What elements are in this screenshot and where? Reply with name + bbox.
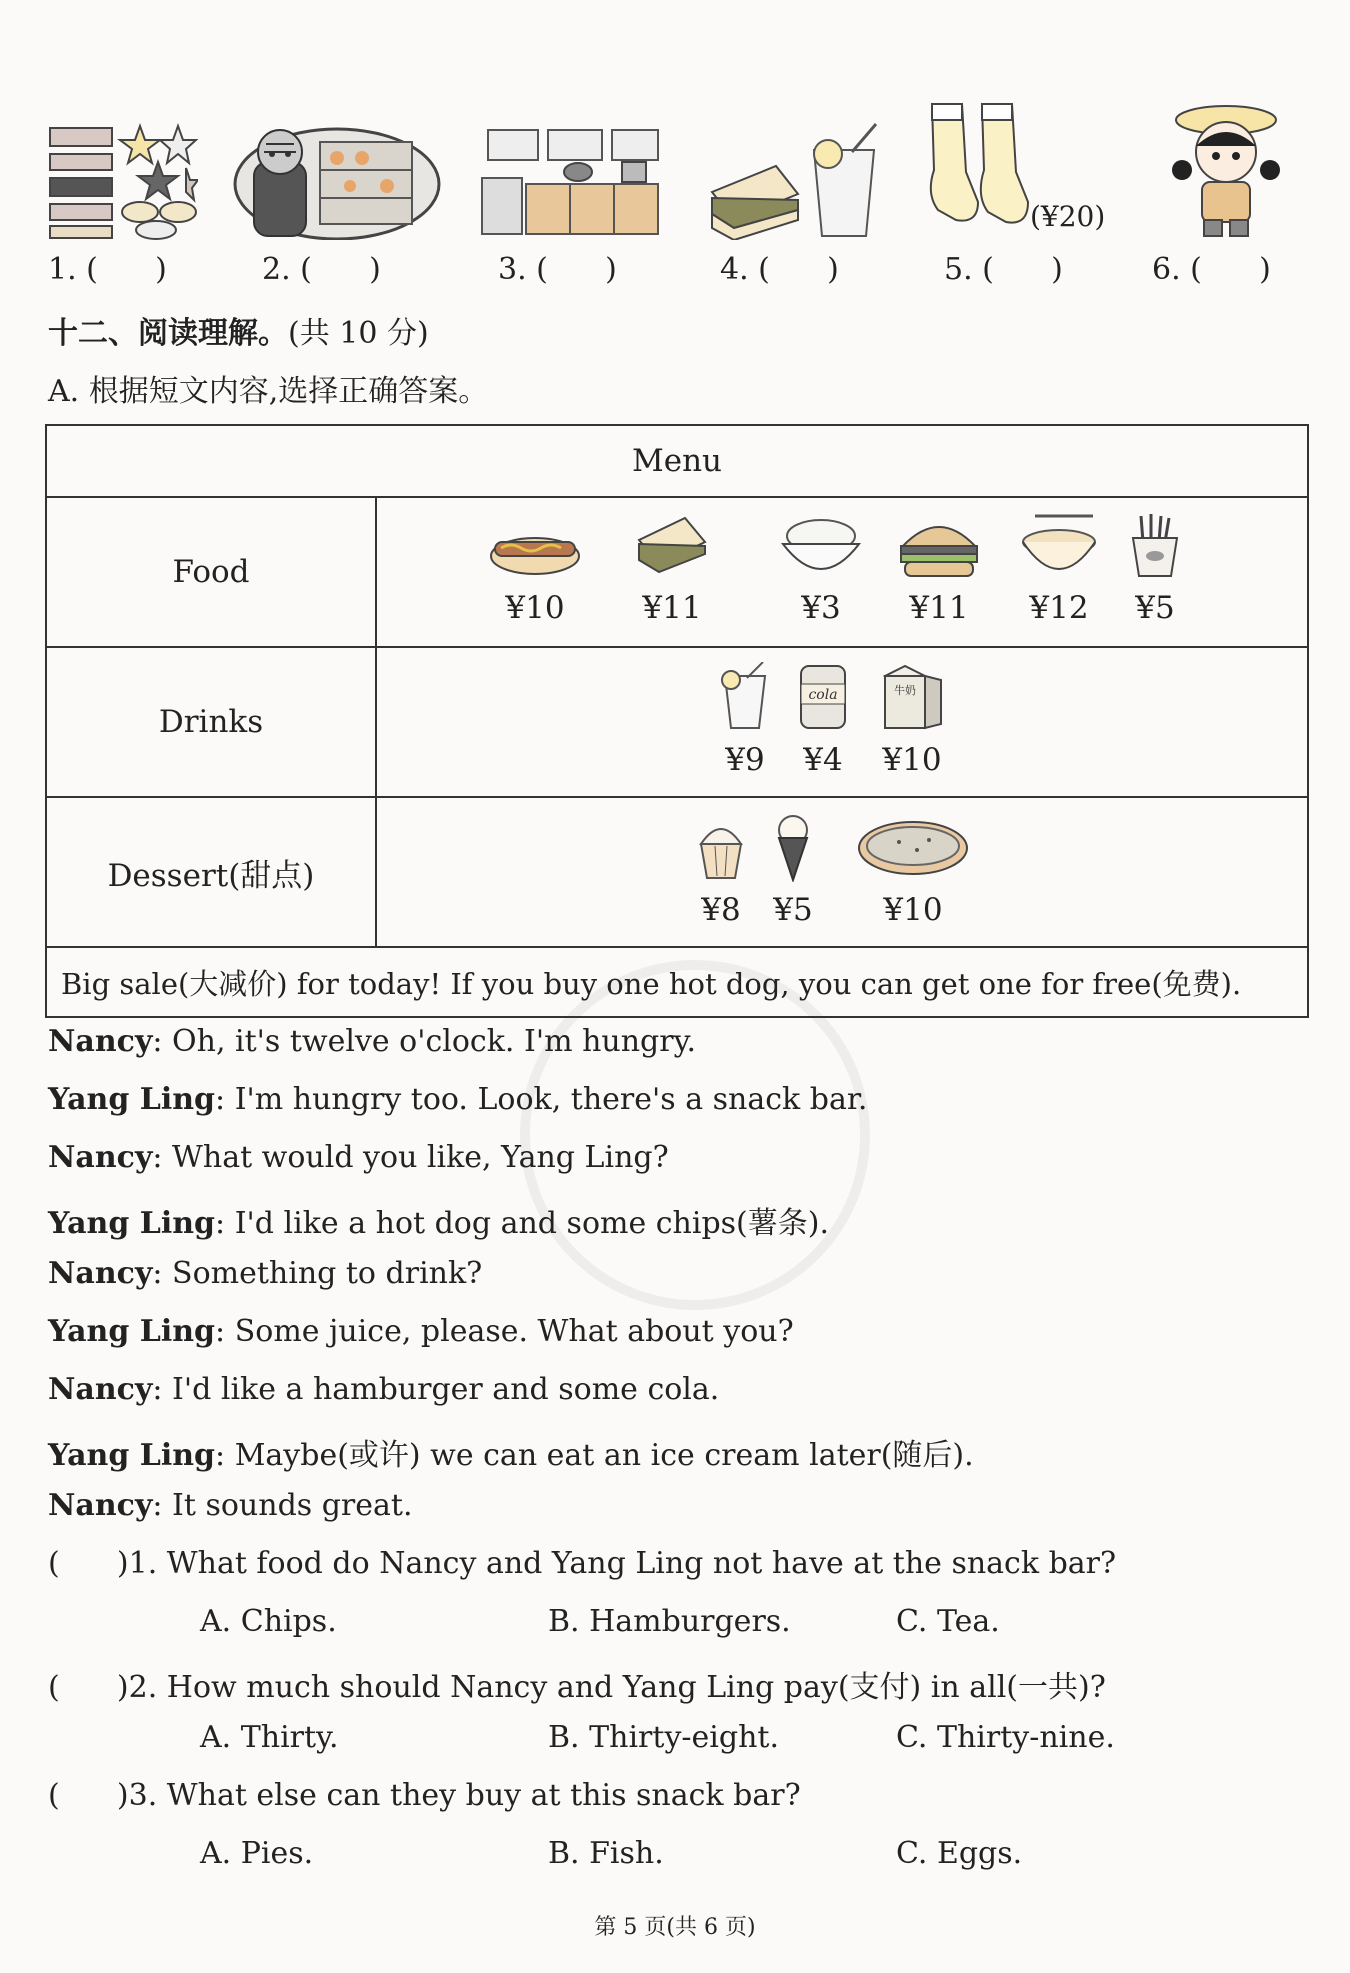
- menu-item-cupcake: ¥8: [693, 812, 749, 928]
- menu-item-pie: ¥10: [855, 816, 971, 928]
- sandwich-icon: [635, 512, 709, 580]
- dessert-items: [376, 797, 1308, 947]
- menu-item-chips: ¥5: [1125, 512, 1185, 626]
- girl-doll-icon: [1170, 96, 1282, 240]
- menu-title: Menu: [46, 425, 1308, 497]
- dialogue-line: Nancy: Something to drink?: [48, 1256, 483, 1291]
- cupcake-icon: [693, 812, 749, 882]
- noodles-icon: [1017, 512, 1101, 580]
- menu-table: [45, 424, 1309, 1018]
- dialogue-line: Nancy: It sounds great.: [48, 1488, 413, 1523]
- dialogue-line: Yang Ling: Some juice, please. What about you?: [48, 1314, 794, 1349]
- ice-cream-cone-icon: [769, 812, 817, 882]
- rice-bowl-icon: [779, 514, 863, 580]
- menu-sale-note: Big sale(大减价) for today! If you buy one hot dog, you can get one for free(免费).: [46, 947, 1308, 1017]
- q1-option-b[interactable]: B. Hamburgers.: [548, 1604, 791, 1639]
- dialogue-line: Nancy: Oh, it's twelve o'clock. I'm hungry.: [48, 1024, 697, 1059]
- part-a-instruction: A. 根据短文内容,选择正确答案。: [48, 374, 489, 409]
- menu-item-hot-dog: ¥10: [487, 520, 583, 626]
- picture-answer-1[interactable]: 1. ( ): [48, 252, 167, 287]
- milk-carton-icon: [879, 662, 945, 732]
- picture-answer-2[interactable]: 2. ( ): [262, 252, 381, 287]
- svg-text:牛奶: 牛奶: [894, 684, 916, 697]
- food-label: Food: [46, 497, 376, 647]
- sandwich-and-juice-icon: [706, 122, 892, 240]
- food-items: [376, 497, 1308, 647]
- hamburger-icon: [897, 514, 981, 580]
- socks-icon: [918, 98, 1044, 238]
- dialogue-line: Nancy: What would you like, Yang Ling?: [48, 1140, 669, 1175]
- dialogue-line: Nancy: I'd like a hamburger and some cola.: [48, 1372, 720, 1407]
- menu-item-hamburger: ¥11: [897, 514, 981, 626]
- picture-answer-3[interactable]: 3. ( ): [498, 252, 617, 287]
- q1-option-a[interactable]: A. Chips.: [200, 1604, 337, 1639]
- q3-option-a[interactable]: A. Pies.: [200, 1836, 314, 1871]
- shapes-cards-icon: [48, 122, 198, 240]
- q3-option-c[interactable]: C. Eggs.: [896, 1836, 1023, 1871]
- menu-item-milk: 牛奶 ¥10: [879, 662, 945, 778]
- picture-answer-5[interactable]: 5. ( ): [944, 252, 1063, 287]
- dialogue-line: Yang Ling: Maybe(或许) we can eat an ice cream later(随后).: [48, 1438, 974, 1473]
- pie-icon: [855, 816, 971, 882]
- question-2[interactable]: ( )2. How much should Nancy and Yang Ling pay(支付) in all(一共)?: [48, 1670, 1106, 1705]
- svg-text:cola: cola: [808, 687, 838, 703]
- question-1[interactable]: ( )1. What food do Nancy and Yang Ling not have at the snack bar?: [48, 1546, 1117, 1581]
- juice-glass-icon: [717, 662, 773, 732]
- question-3[interactable]: ( )3. What else can they buy at this snack bar?: [48, 1778, 801, 1813]
- kitchen-icon: [478, 122, 664, 240]
- q2-option-b[interactable]: B. Thirty-eight.: [548, 1720, 779, 1755]
- cat-at-shelf-icon: [232, 122, 442, 240]
- menu-item-sandwich: ¥11: [635, 512, 709, 626]
- dialogue-line: Yang Ling: I'd like a hot dog and some chips(薯条).: [48, 1206, 830, 1241]
- q2-option-a[interactable]: A. Thirty.: [200, 1720, 339, 1755]
- dessert-label: Dessert(甜点): [46, 797, 376, 947]
- cola-can-icon: [795, 662, 851, 732]
- q1-option-c[interactable]: C. Tea.: [896, 1604, 1000, 1639]
- menu-item-juice: ¥9: [717, 662, 773, 778]
- page-number: 第 5 页(共 6 页): [594, 1915, 756, 1940]
- q2-option-c[interactable]: C. Thirty-nine.: [896, 1720, 1115, 1755]
- hot-dog-icon: [487, 520, 583, 580]
- chips-icon: [1125, 512, 1185, 580]
- picture-answer-4[interactable]: 4. ( ): [720, 252, 839, 287]
- drinks-label: Drinks: [46, 647, 376, 797]
- drinks-items: [376, 647, 1308, 797]
- socks-price: (¥20): [1030, 200, 1106, 233]
- menu-item-ice-cream: ¥5: [769, 812, 817, 928]
- q3-option-b[interactable]: B. Fish.: [548, 1836, 664, 1871]
- menu-item-cola: cola ¥4: [795, 662, 851, 778]
- dialogue-line: Yang Ling: I'm hungry too. Look, there's a snack bar.: [48, 1082, 868, 1117]
- menu-item-noodles: ¥12: [1017, 512, 1101, 626]
- menu-item-rice: ¥3: [779, 514, 863, 626]
- section-heading: 十二、阅读理解。(共 10 分): [48, 316, 429, 351]
- picture-answer-6[interactable]: 6. ( ): [1152, 252, 1271, 287]
